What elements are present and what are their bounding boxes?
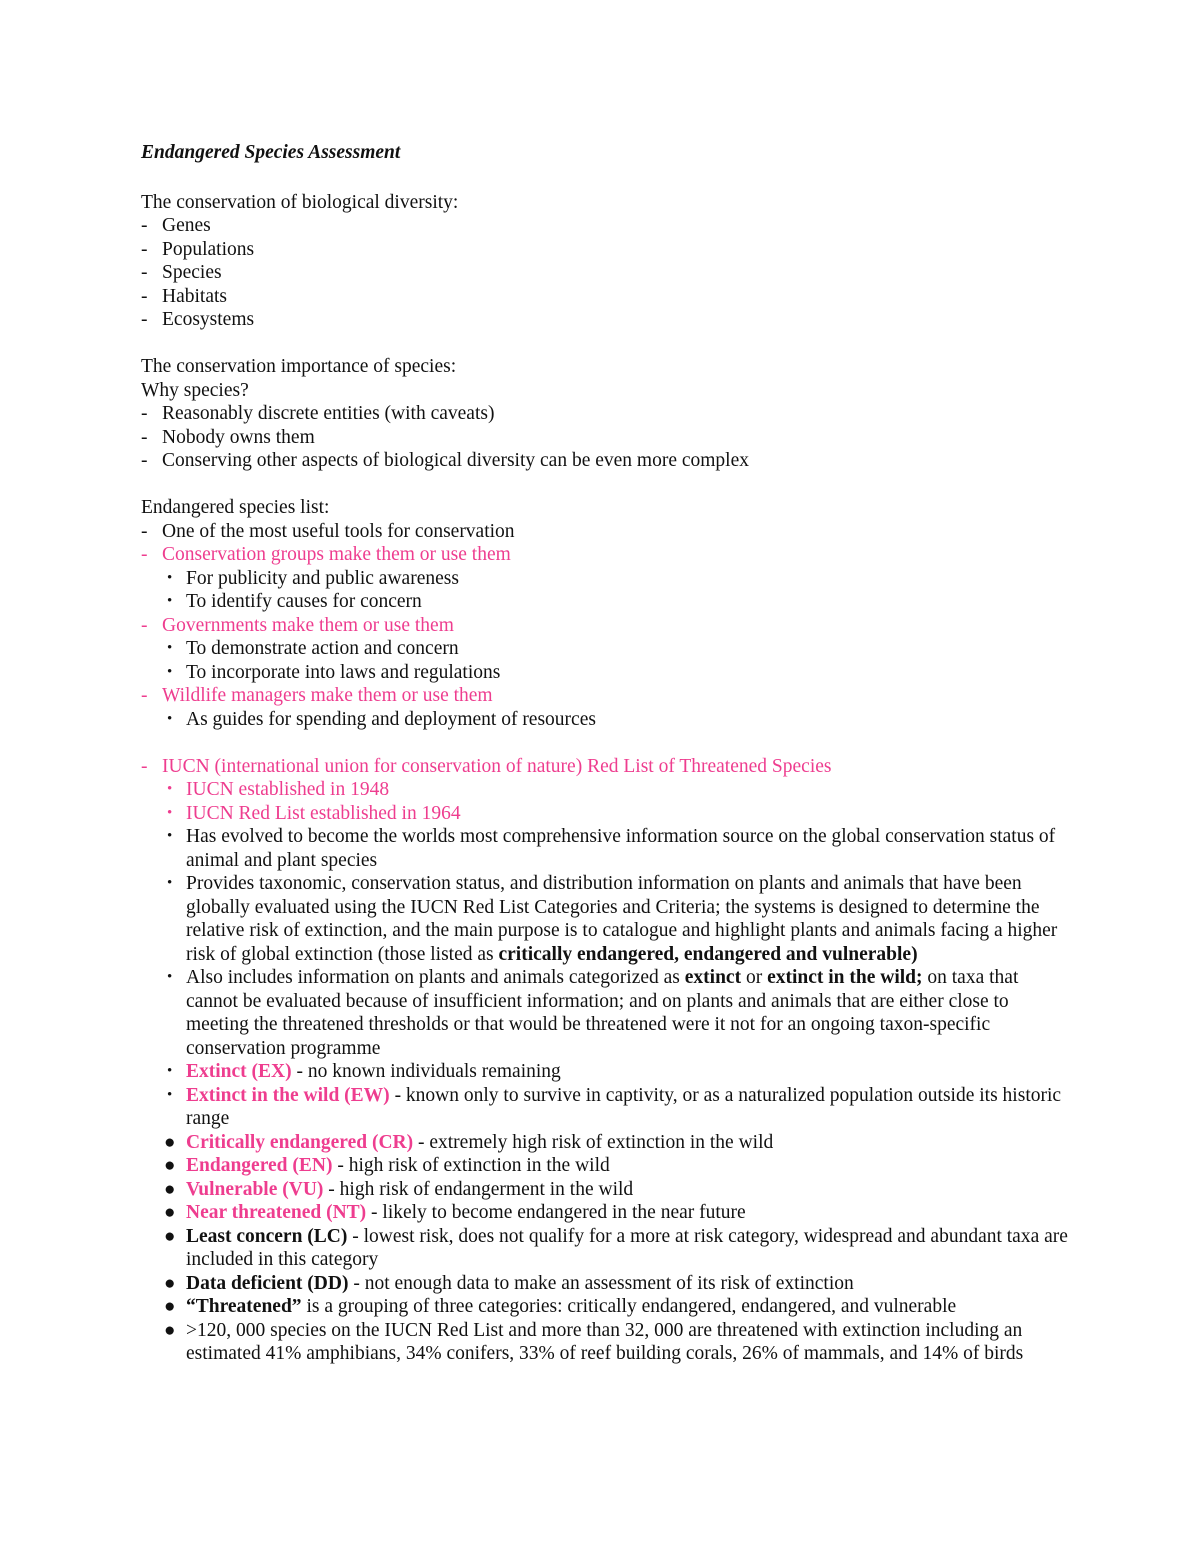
solid-bullet-marker: ● [164,1319,176,1341]
category-item: ● Data deficient (DD) - not enough data to make an assessment of its risk of extinction [164,1272,854,1294]
list-item: - Conservation groups make them or use them [141,544,511,565]
list-item: - Species [141,262,222,283]
sub-list-item: • Also includes information on plants and animals categorized as extinct or extinct in the wild; on taxa that cannot be evaluated because of insufficient information; and on plants and animals that are either close to meeting the threatened thresholds or that would be threatened were it not for an ongoing taxon-specific conservation programme [167,967,1019,1059]
dash-marker: - [141,215,148,236]
dash-marker: - [141,285,148,307]
section-heading-importance: The conservation importance of species: [141,356,457,377]
sub-list-item: • To identify causes for concern [167,591,422,612]
list-item: - Governments make them or use them [141,614,454,636]
list-item: - Ecosystems [141,309,255,330]
bullet-marker: • [167,875,173,891]
solid-bullet-marker: ● [164,1155,176,1176]
dash-marker: - [141,755,148,777]
list-item: - One of the most useful tools for conservation [141,520,515,542]
list-item: - Populations [141,238,255,260]
dash-marker: - [141,238,148,260]
category-item: ● Critically endangered (CR) - extremely high risk of extinction in the wild [164,1131,774,1153]
sub-list-item: • IUCN Red List established in 1964 [167,802,461,824]
bullet-marker: • [167,710,173,727]
dash-marker: - [141,262,148,283]
sub-list-item: • Has evolved to become the worlds most comprehensive information source on the global conservation status of animal and plant species [167,826,1056,871]
list-item: - Habitats [141,285,227,307]
document-title: Endangered Species Assessment [141,142,401,163]
bullet-marker: • [167,640,173,656]
bullet-marker: • [167,569,173,586]
list-item: - Conserving other aspects of biological diversity can be even more complex [141,450,749,471]
dash-marker: - [141,403,148,424]
solid-bullet-marker: ● [164,1225,176,1247]
solid-bullet-marker: ● [164,1178,176,1200]
bullet-marker: • [167,1086,173,1103]
sub-list-item: • As guides for spending and deployment of resources [167,708,596,730]
dash-marker: - [141,520,148,542]
list-item: - Nobody owns them [141,426,315,448]
sub-list-item: • To incorporate into laws and regulations [167,661,501,683]
list-item: - Reasonably discrete entities (with caveats) [141,403,495,424]
bullet-marker: • [167,1063,173,1079]
category-item: ● Endangered (EN) - high risk of extinction in the wild [164,1155,610,1176]
bullet-marker: • [167,781,173,797]
solid-bullet-marker: ● [164,1296,176,1317]
dash-marker: - [141,450,148,471]
dash-marker: - [141,614,148,636]
list-item-iucn: - IUCN (international union for conservation of nature) Red List of Threatened Species [141,755,832,777]
category-item: ● “Threatened” is a grouping of three categories: critically endangered, endangered, and vulnerable [164,1296,957,1317]
category-item: ● Vulnerable (VU) - high risk of endangerment in the wild [164,1178,634,1200]
dash-marker: - [141,544,148,565]
sub-list-item: • To demonstrate action and concern [167,638,459,659]
category-item: • Extinct (EX) - no known individuals remaining [167,1061,561,1082]
solid-bullet-marker: ● [164,1131,176,1153]
bullet-marker: • [167,969,173,985]
sub-list-item: • For publicity and public awareness [167,567,459,589]
dash-marker: - [141,309,148,330]
sub-list-item: • IUCN established in 1948 [167,779,390,800]
bullet-marker: • [167,828,173,844]
stats-item: ● >120, 000 species on the IUCN Red List and more than 32, 000 are threatened with extinction including an estimated 41% amphibians, 34% conifers, 33% of reef building corals, 26% of mammals, and 14% of birds [164,1319,1024,1364]
solid-bullet-marker: ● [164,1272,176,1294]
category-item: • Extinct in the wild (EW) - known only to survive in captivity, or as a naturalized population outside its historic range [167,1084,1062,1129]
sub-list-item: • Provides taxonomic, conservation status, and distribution information on plants and animals that have been globally evaluated using the IUCN Red List Categories and Criteria; the systems is designed to determine the relative risk of extinction, and the main purpose is to catalogue and highlight plants and animals facing a higher risk of global extinction (those listed as critically endangered, endangered and vulnerable) [167,873,1058,965]
dash-marker: - [141,426,148,448]
category-item: ● Least concern (LC) - lowest risk, does not qualify for a more at risk category, widespread and abundant taxa are included in this category [164,1225,1068,1270]
section-heading-species-list: Endangered species list: [141,497,330,518]
section-heading-biodiversity: The conservation of biological diversity: [141,191,459,213]
category-item: ● Near threatened (NT) - likely to become endangered in the near future [164,1202,746,1223]
list-item: - Genes [141,215,211,236]
dash-marker: - [141,685,148,706]
list-item: - Wildlife managers make them or use them [141,685,493,706]
bullet-marker: • [167,663,173,680]
document-page [141,139,1071,1366]
section-subheading: Why species? [141,379,249,401]
bullet-marker: • [167,804,173,821]
solid-bullet-marker: ● [164,1202,176,1223]
bullet-marker: • [167,593,173,609]
